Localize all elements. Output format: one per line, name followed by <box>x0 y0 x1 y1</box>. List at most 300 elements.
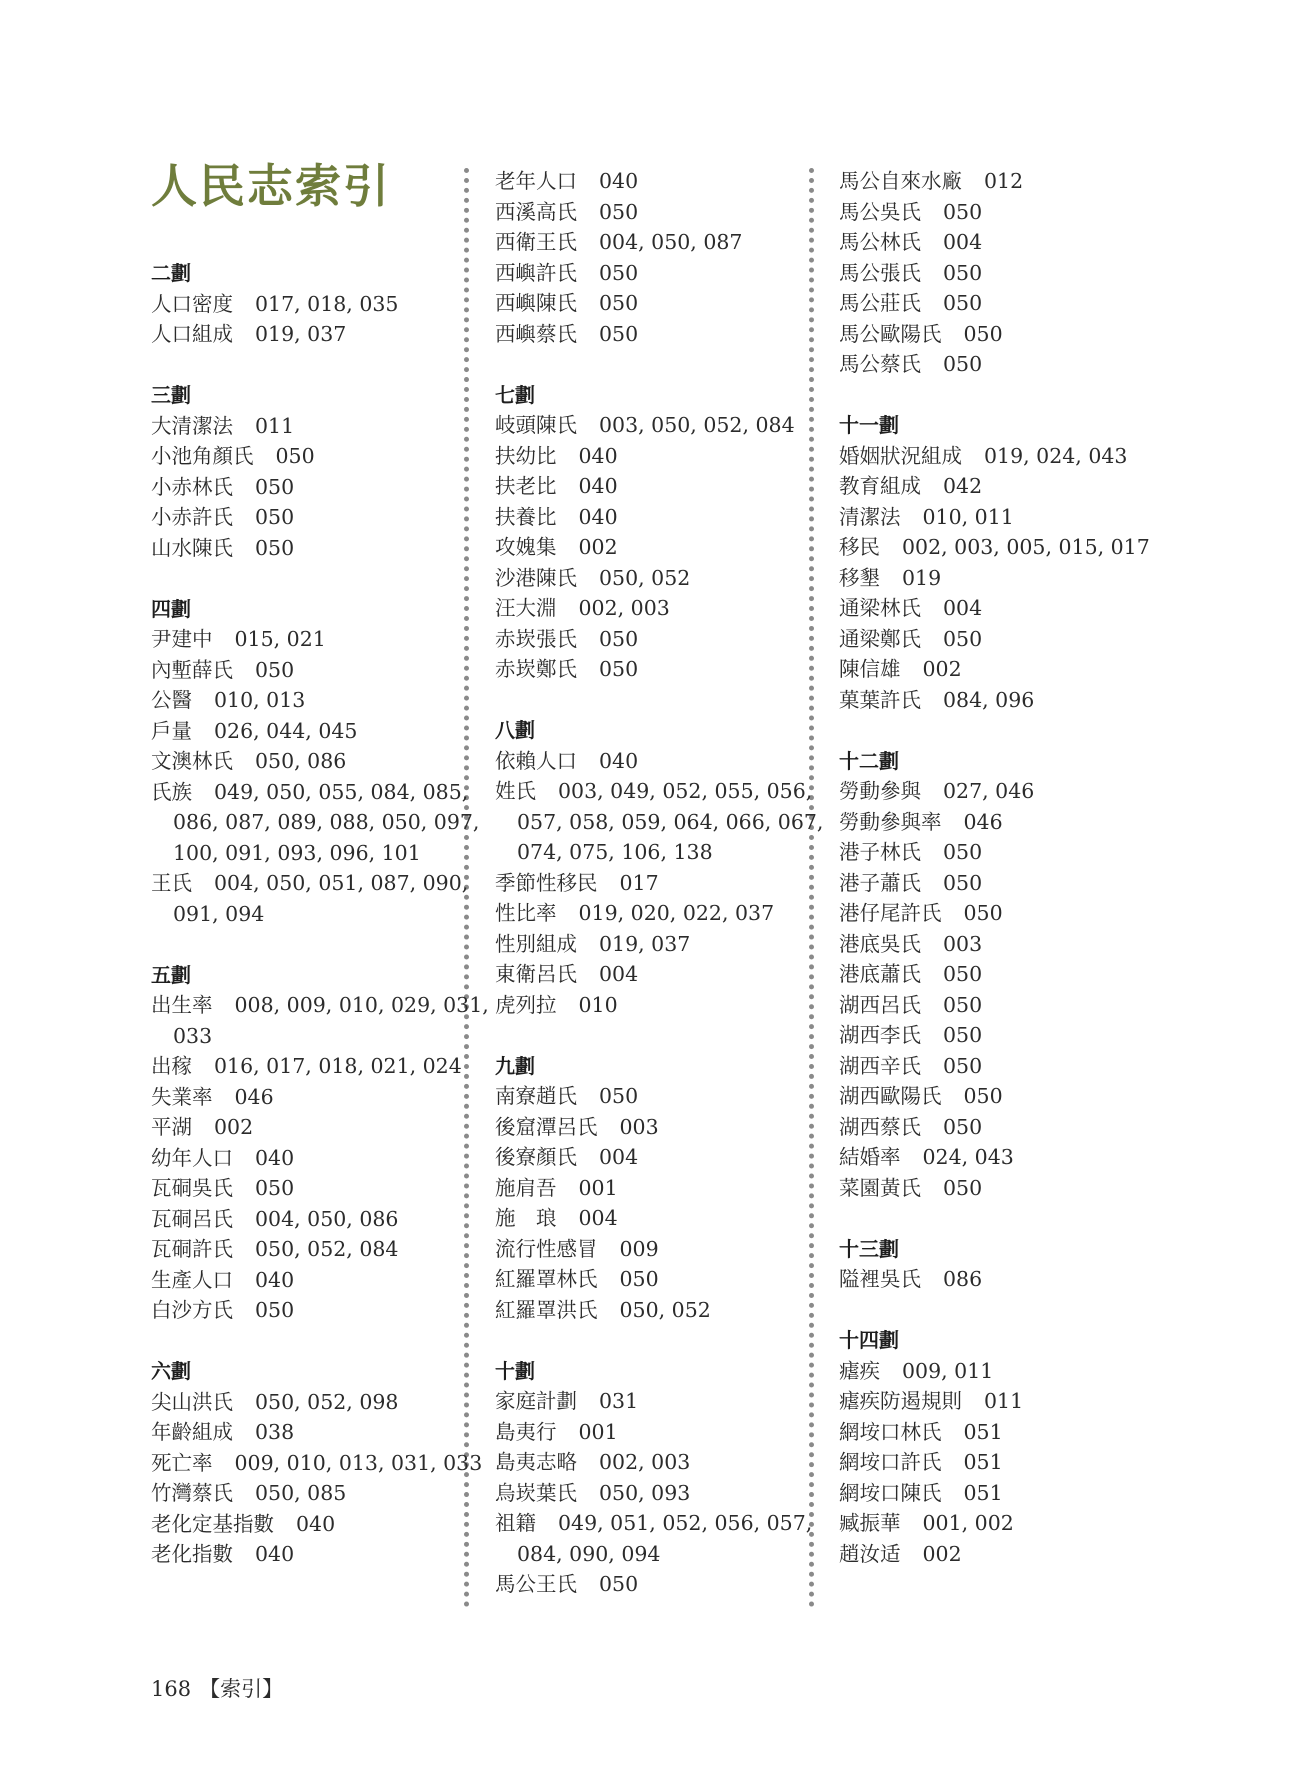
entry-term: 施肩吾 <box>495 1175 557 1200</box>
entry-term: 生產人口 <box>151 1267 233 1292</box>
index-entry <box>839 258 1179 289</box>
section-heading: 十四劃 <box>839 1328 899 1352</box>
entry-term: 西衛王氏 <box>495 230 577 254</box>
index-section <box>839 746 1179 1204</box>
entry-term: 年齡組成 <box>151 1420 233 1444</box>
index-entry <box>495 1264 835 1295</box>
entry-term: 瓦硐吳氏 <box>151 1176 233 1200</box>
entry-page-refs: 001 <box>578 1175 618 1200</box>
entry-term: 馬公吳氏 <box>839 199 921 224</box>
entry-term: 通梁林氏 <box>839 596 921 620</box>
index-entry <box>151 1417 491 1448</box>
index-entry <box>495 593 835 624</box>
entry-page-refs: 050 <box>599 199 639 224</box>
entry-term: 網垵口許氏 <box>839 1450 942 1474</box>
entry-term: 扶老比 <box>495 474 557 498</box>
entry-term: 婚姻狀況組成 <box>839 443 962 468</box>
index-entry <box>839 898 1179 929</box>
entry-term: 西嶼許氏 <box>495 260 577 285</box>
entry-term: 後窟潭呂氏 <box>495 1114 598 1139</box>
entry-term: 小赤林氏 <box>151 474 233 499</box>
index-entry <box>495 410 835 441</box>
index-entry <box>151 716 491 747</box>
index-entry <box>495 563 835 594</box>
entry-term: 失業率 <box>151 1084 213 1109</box>
index-section <box>151 380 491 563</box>
entry-page-refs: 040 <box>296 1511 336 1536</box>
entry-term: 公醫 <box>151 688 192 712</box>
entry-term: 港子林氏 <box>839 840 921 864</box>
entry-term: 西嶼陳氏 <box>495 291 577 315</box>
entry-page-refs: 050 <box>963 901 1003 925</box>
entry-page-refs: 050 <box>255 535 295 560</box>
index-entry <box>495 959 835 990</box>
entry-term: 馬公歐陽氏 <box>839 321 942 346</box>
entry-page-refs: 050 <box>943 962 983 986</box>
index-entry <box>151 655 491 686</box>
entry-page-refs: 008, 009, 010, 029, 031, 033 <box>173 993 489 1048</box>
index-entry <box>495 990 835 1021</box>
index-entry <box>495 868 835 899</box>
entry-term: 汪大淵 <box>495 596 557 620</box>
index-entry <box>151 1112 491 1143</box>
index-entry <box>839 837 1179 868</box>
entry-term: 港底吳氏 <box>839 931 921 956</box>
index-entry <box>151 289 491 320</box>
index-entry <box>495 1508 835 1569</box>
index-section <box>151 1356 491 1570</box>
entry-page-refs: 003, 050, 052, 084 <box>599 413 795 437</box>
entry-page-refs: 049, 050, 055, 084, 085, 086, 087, 089, 088, 050, 097, 100, 091, 093, 096, 101 <box>173 779 480 865</box>
index-entry <box>151 1509 491 1540</box>
entry-page-refs: 031 <box>599 1389 639 1413</box>
section-heading: 四劃 <box>151 596 191 621</box>
section-heading: 十一劃 <box>839 413 899 437</box>
section-heading: 二劃 <box>151 261 191 285</box>
entry-page-refs: 086 <box>943 1267 983 1291</box>
entry-page-refs: 050 <box>943 260 983 285</box>
index-section <box>495 715 835 1020</box>
entry-term: 瘧疾防遏規則 <box>839 1389 962 1413</box>
entry-term: 出稼 <box>151 1054 192 1078</box>
entry-term: 氏族 <box>151 779 192 804</box>
entry-page-refs: 024, 043 <box>922 1145 1014 1169</box>
index-entry <box>151 1082 491 1113</box>
entry-page-refs: 050 <box>255 505 295 529</box>
entry-term: 臧振華 <box>839 1511 901 1535</box>
index-entry <box>839 959 1179 990</box>
entry-page-refs: 004 <box>943 230 983 254</box>
entry-term: 戶量 <box>151 718 192 743</box>
entry-term: 馬公自來水廠 <box>839 169 962 193</box>
entry-page-refs: 050 <box>599 657 639 681</box>
index-entry <box>151 1051 491 1082</box>
index-entry <box>151 1387 491 1418</box>
entry-term: 白沙方氏 <box>151 1298 233 1322</box>
entry-term: 移民 <box>839 535 880 559</box>
entry-page-refs: 050 <box>943 840 983 864</box>
entry-page-refs: 004, 050, 087 <box>599 230 743 254</box>
index-entry <box>495 1173 835 1204</box>
entry-page-refs: 040 <box>255 1145 295 1170</box>
entry-page-refs: 004 <box>578 1206 618 1230</box>
index-entry <box>839 776 1179 807</box>
index-entry <box>495 441 835 472</box>
entry-page-refs: 050 <box>943 1023 983 1047</box>
entry-term: 家庭計劃 <box>495 1389 577 1413</box>
index-entry <box>839 624 1179 655</box>
index-entry <box>839 166 1179 197</box>
entry-term: 山水陳氏 <box>151 535 233 560</box>
entry-page-refs: 050, 052 <box>619 1297 711 1322</box>
index-column-2 <box>495 166 835 1630</box>
index-entry <box>495 776 835 868</box>
entry-page-refs: 049, 051, 052, 056, 057, 084, 090, 094 <box>517 1511 813 1566</box>
entry-page-refs: 050 <box>255 657 295 682</box>
index-entry <box>495 624 835 655</box>
entry-term: 網垵口陳氏 <box>839 1480 942 1505</box>
entry-page-refs: 010, 013 <box>214 688 306 712</box>
entry-page-refs: 019 <box>902 565 942 590</box>
entry-term: 烏崁葉氏 <box>495 1480 577 1505</box>
entry-term: 西溪高氏 <box>495 199 577 224</box>
entry-term: 攻媿集 <box>495 535 557 559</box>
page-title: 人民志索引 <box>151 159 391 213</box>
entry-term: 老化指數 <box>151 1542 233 1566</box>
index-entry <box>151 1539 491 1570</box>
index-entry <box>839 563 1179 594</box>
entry-term: 文澳林氏 <box>151 749 233 773</box>
entry-page-refs: 050 <box>943 1053 983 1078</box>
index-entry <box>151 685 491 716</box>
entry-term: 島夷志略 <box>495 1450 577 1474</box>
entry-page-refs: 084, 096 <box>943 687 1035 712</box>
entry-term: 季節性移民 <box>495 870 598 895</box>
entry-term: 港底蕭氏 <box>839 962 921 986</box>
entry-page-refs: 051 <box>963 1480 1003 1505</box>
entry-page-refs: 027, 046 <box>943 779 1035 803</box>
entry-page-refs: 050 <box>963 321 1003 346</box>
entry-term: 尖山洪氏 <box>151 1389 233 1414</box>
entry-page-refs: 009, 011 <box>902 1358 994 1383</box>
index-entry <box>151 990 491 1051</box>
entry-page-refs: 010 <box>578 992 618 1017</box>
index-entry <box>495 1234 835 1265</box>
entry-page-refs: 011 <box>255 413 295 438</box>
index-entry <box>151 1295 491 1326</box>
entry-page-refs: 017 <box>619 870 659 895</box>
entry-page-refs: 050, 093 <box>599 1480 691 1505</box>
entry-term: 南寮趙氏 <box>495 1084 577 1108</box>
index-entry <box>839 349 1179 380</box>
entry-page-refs: 001 <box>578 1419 618 1444</box>
index-section <box>839 1234 1179 1295</box>
entry-term: 勞動參與率 <box>839 809 942 834</box>
index-entry <box>495 502 835 533</box>
index-entry <box>839 1386 1179 1417</box>
index-entry <box>495 1386 835 1417</box>
section-heading: 七劃 <box>495 382 535 407</box>
entry-page-refs: 050 <box>255 1298 295 1322</box>
entry-page-refs: 050 <box>599 321 639 346</box>
index-entry <box>151 533 491 564</box>
entry-term: 死亡率 <box>151 1450 213 1475</box>
index-section <box>495 380 835 685</box>
entry-page-refs: 004 <box>943 596 983 620</box>
footer-section-label: 【索引】 <box>199 1677 284 1701</box>
index-entry <box>151 1234 491 1265</box>
index-entry <box>839 441 1179 472</box>
entry-page-refs: 001, 002 <box>922 1511 1014 1535</box>
entry-page-refs: 004, 050, 086 <box>255 1206 399 1231</box>
entry-term: 馬公蔡氏 <box>839 352 921 376</box>
entry-page-refs: 003 <box>943 931 983 956</box>
index-entry <box>151 624 491 655</box>
index-section <box>151 960 491 1326</box>
entry-term: 幼年人口 <box>151 1145 233 1170</box>
index-section <box>495 1356 835 1600</box>
entry-page-refs: 004 <box>599 1145 639 1169</box>
section-heading: 六劃 <box>151 1359 191 1383</box>
entry-page-refs: 051 <box>963 1419 1003 1444</box>
index-entry <box>839 502 1179 533</box>
index-entry <box>839 197 1179 228</box>
index-section <box>839 1325 1179 1569</box>
index-entry <box>839 1112 1179 1143</box>
entry-page-refs: 050 <box>255 1176 295 1200</box>
entry-term: 東衛呂氏 <box>495 962 577 986</box>
entry-page-refs: 050 <box>943 1175 983 1200</box>
entry-term: 大清潔法 <box>151 413 233 438</box>
entry-page-refs: 050, 052, 084 <box>255 1237 399 1261</box>
index-entry <box>495 1295 835 1326</box>
index-entry <box>495 1081 835 1112</box>
entry-page-refs: 003, 049, 052, 055, 056, 057, 058, 059, 064, 066, 067, 074, 075, 106, 138 <box>517 779 824 864</box>
entry-page-refs: 019, 037 <box>599 931 691 956</box>
index-entry <box>839 319 1179 350</box>
entry-page-refs: 002 <box>922 657 962 681</box>
entry-term: 祖籍 <box>495 1511 536 1535</box>
index-section <box>151 258 491 350</box>
index-entry <box>495 1569 835 1600</box>
entry-page-refs: 050 <box>943 870 983 895</box>
entry-page-refs: 042 <box>943 474 983 498</box>
index-entry <box>495 654 835 685</box>
index-entry <box>839 471 1179 502</box>
index-entry <box>151 1265 491 1296</box>
entry-page-refs: 050 <box>943 352 983 376</box>
entry-page-refs: 050, 085 <box>255 1481 347 1505</box>
entry-term: 教育組成 <box>839 474 921 498</box>
entry-page-refs: 019, 037 <box>255 322 347 346</box>
entry-term: 平湖 <box>151 1115 192 1139</box>
index-entry <box>839 868 1179 899</box>
index-section <box>839 166 1179 380</box>
index-entry <box>151 411 491 442</box>
index-entry <box>839 1539 1179 1570</box>
entry-term: 清潔法 <box>839 504 901 529</box>
entry-page-refs: 011 <box>984 1389 1024 1413</box>
index-section <box>495 1051 835 1326</box>
index-entry <box>151 1143 491 1174</box>
index-entry <box>839 1081 1179 1112</box>
entry-term: 湖西呂氏 <box>839 992 921 1017</box>
entry-term: 島夷行 <box>495 1419 557 1444</box>
entry-page-refs: 017, 018, 035 <box>255 291 399 316</box>
entry-page-refs: 050 <box>599 291 639 315</box>
entry-page-refs: 015, 021 <box>234 627 326 651</box>
index-entry <box>151 502 491 533</box>
entry-term: 陳信雄 <box>839 657 901 681</box>
index-entry <box>151 319 491 350</box>
entry-page-refs: 040 <box>255 1267 295 1292</box>
index-entry <box>839 227 1179 258</box>
entry-term: 施 琅 <box>495 1206 557 1230</box>
section-heading: 八劃 <box>495 718 535 742</box>
entry-page-refs: 051 <box>963 1450 1003 1474</box>
entry-term: 沙港陳氏 <box>495 565 577 590</box>
index-entry <box>495 746 835 777</box>
section-heading: 十三劃 <box>839 1236 899 1261</box>
entry-term: 赤崁鄭氏 <box>495 657 577 681</box>
index-entry <box>839 990 1179 1021</box>
entry-page-refs: 050 <box>599 260 639 285</box>
entry-page-refs: 019, 024, 043 <box>984 443 1128 468</box>
entry-term: 性別組成 <box>495 931 577 956</box>
index-entry <box>495 166 835 197</box>
entry-page-refs: 050 <box>943 992 983 1017</box>
entry-term: 虎列拉 <box>495 992 557 1017</box>
entry-page-refs: 040 <box>578 504 618 529</box>
index-entry <box>151 777 491 869</box>
entry-page-refs: 050 <box>963 1084 1003 1108</box>
entry-term: 馬公張氏 <box>839 260 921 285</box>
entry-term: 後寮顏氏 <box>495 1145 577 1169</box>
entry-term: 瘧疾 <box>839 1358 880 1383</box>
entry-term: 扶養比 <box>495 504 557 529</box>
index-entry <box>839 1173 1179 1204</box>
entry-term: 岐頭陳氏 <box>495 413 577 437</box>
index-entry <box>151 1173 491 1204</box>
index-entry <box>495 319 835 350</box>
entry-term: 港子蕭氏 <box>839 870 921 895</box>
entry-page-refs: 002, 003 <box>578 596 670 620</box>
index-entry <box>839 1356 1179 1387</box>
entry-page-refs: 009, 010, 013, 031, 033 <box>234 1450 483 1475</box>
entry-page-refs: 012 <box>984 169 1024 193</box>
entry-term: 人口組成 <box>151 322 233 346</box>
index-entry <box>839 1508 1179 1539</box>
entry-term: 湖西辛氏 <box>839 1053 921 1078</box>
entry-page-refs: 003 <box>619 1114 659 1139</box>
entry-page-refs: 040 <box>599 169 639 193</box>
entry-term: 姓氏 <box>495 779 536 803</box>
entry-term: 尹建中 <box>151 627 213 651</box>
index-entry <box>839 1478 1179 1509</box>
index-entry <box>495 1478 835 1509</box>
section-heading: 五劃 <box>151 962 191 987</box>
entry-term: 小赤許氏 <box>151 505 233 529</box>
index-entry <box>495 532 835 563</box>
index-entry <box>151 1448 491 1479</box>
entry-page-refs: 050 <box>255 474 295 499</box>
entry-page-refs: 038 <box>255 1420 295 1444</box>
section-heading: 九劃 <box>495 1053 535 1078</box>
entry-page-refs: 046 <box>234 1084 274 1109</box>
index-column-1 <box>151 258 491 1600</box>
entry-term: 性比率 <box>495 901 557 925</box>
entry-term: 隘裡吳氏 <box>839 1267 921 1291</box>
entry-page-refs: 050, 086 <box>255 749 347 773</box>
entry-page-refs: 050, 052, 098 <box>255 1389 399 1414</box>
index-entry <box>151 1204 491 1235</box>
entry-page-refs: 050 <box>599 1084 639 1108</box>
section-heading: 三劃 <box>151 383 191 407</box>
entry-term: 勞動參與 <box>839 779 921 803</box>
index-entry <box>839 1264 1179 1295</box>
entry-page-refs: 009 <box>619 1236 659 1261</box>
entry-term: 赤崁張氏 <box>495 626 577 651</box>
entry-page-refs: 016, 017, 018, 021, 024 <box>214 1054 462 1078</box>
entry-page-refs: 019, 020, 022, 037 <box>578 901 775 925</box>
entry-page-refs: 050 <box>599 1572 639 1596</box>
index-entry <box>495 898 835 929</box>
entry-page-refs: 050, 052 <box>599 565 691 590</box>
index-entry <box>495 1447 835 1478</box>
index-entry <box>495 471 835 502</box>
index-entry <box>151 746 491 777</box>
index-entry <box>839 1142 1179 1173</box>
entry-page-refs: 050 <box>943 1114 983 1139</box>
entry-term: 流行性感冒 <box>495 1236 598 1261</box>
entry-page-refs: 050 <box>943 199 983 224</box>
entry-term: 湖西歐陽氏 <box>839 1084 942 1108</box>
entry-term: 菓葉許氏 <box>839 687 921 712</box>
entry-term: 結婚率 <box>839 1145 901 1169</box>
entry-term: 王氏 <box>151 871 192 895</box>
entry-page-refs: 050 <box>943 626 983 651</box>
entry-term: 扶幼比 <box>495 443 557 468</box>
entry-term: 通梁鄭氏 <box>839 626 921 651</box>
index-entry <box>839 1447 1179 1478</box>
index-entry <box>839 1020 1179 1051</box>
entry-term: 內塹薛氏 <box>151 657 233 682</box>
entry-page-refs: 040 <box>578 443 618 468</box>
index-entry <box>495 1112 835 1143</box>
index-entry <box>839 654 1179 685</box>
entry-page-refs: 002, 003, 005, 015, 017 <box>902 535 1150 559</box>
entry-term: 馬公王氏 <box>495 1572 577 1596</box>
index-entry <box>495 197 835 228</box>
entry-page-refs: 026, 044, 045 <box>214 718 358 743</box>
section-heading: 十二劃 <box>839 748 899 773</box>
page-number: 168 <box>151 1677 192 1701</box>
entry-term: 馬公林氏 <box>839 230 921 254</box>
entry-page-refs: 010, 011 <box>922 504 1014 529</box>
index-entry <box>839 593 1179 624</box>
index-entry <box>495 1203 835 1234</box>
entry-term: 依賴人口 <box>495 748 577 773</box>
entry-page-refs: 002 <box>214 1115 254 1139</box>
entry-term: 出生率 <box>151 993 213 1017</box>
index-entry <box>839 807 1179 838</box>
entry-term: 港仔尾許氏 <box>839 901 942 925</box>
entry-page-refs: 002, 003 <box>599 1450 691 1474</box>
index-entry <box>151 1478 491 1509</box>
index-entry <box>151 441 491 472</box>
index-entry <box>495 1417 835 1448</box>
entry-term: 人口密度 <box>151 291 233 316</box>
